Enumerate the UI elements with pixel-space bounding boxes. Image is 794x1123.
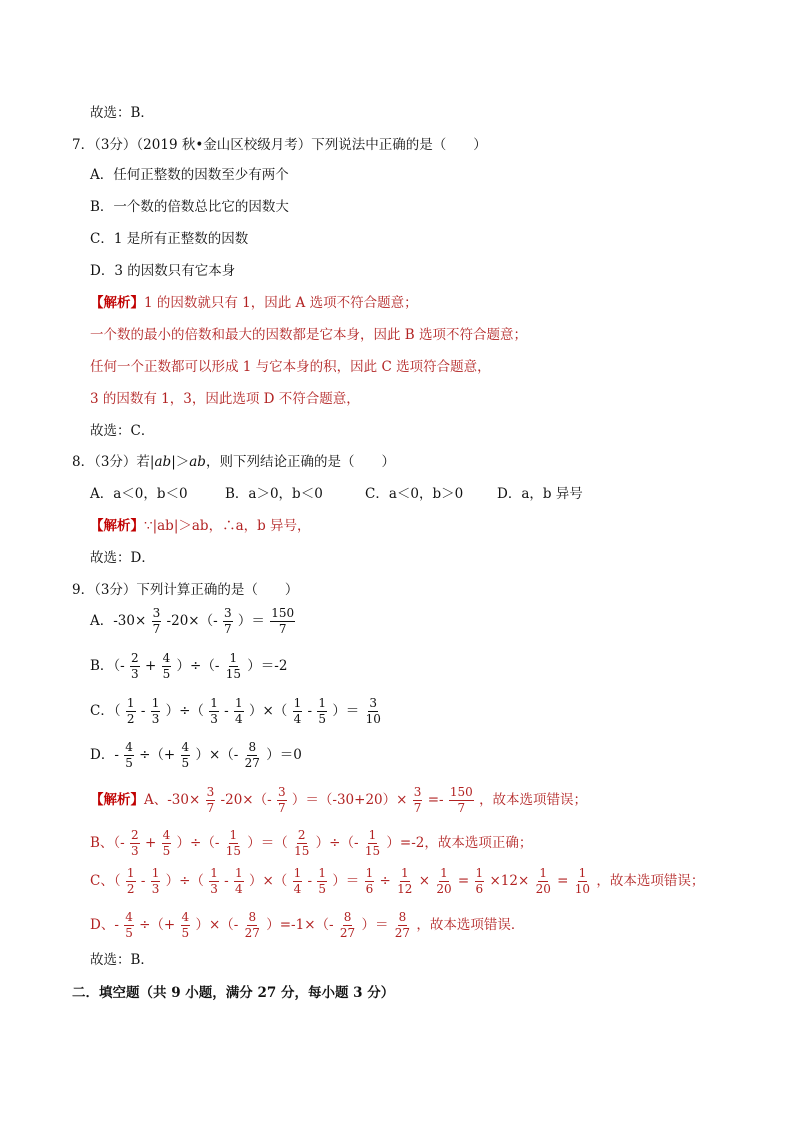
- q9-b-text-4: ）＝-2: [247, 658, 288, 674]
- fraction-1-6: $\frac{1}{6}$: [365, 866, 374, 896]
- q9-ed-text-6: ，故本选项错误．: [416, 917, 525, 933]
- analysis-tag: 【解析】: [90, 518, 144, 534]
- q9-ed-text-4: ）=-1×（-: [266, 917, 334, 933]
- q9-answer: 故选：B．: [90, 952, 154, 968]
- q9-ec-text-8: ÷: [379, 873, 391, 889]
- fraction-1-2: $\frac{1}{2}$: [126, 696, 135, 726]
- q8-analysis-text: ∵|ab|＞ab，∴a，b 异号，: [144, 518, 311, 534]
- fraction-1-3: $\frac{1}{3}$: [151, 866, 160, 896]
- q9-option-d: [90, 740, 302, 771]
- q9-eb-text-6: ）=-2，故本选项正确；: [386, 835, 533, 851]
- q9-ec-text-12: =: [557, 873, 569, 889]
- q9-ec-text-11: ×12×: [489, 873, 530, 889]
- fraction-1-3: $\frac{1}{3}$: [210, 696, 218, 726]
- q9-option-b: [90, 651, 287, 682]
- q9-c-text-6: -: [307, 703, 313, 719]
- fraction-1-6: $\frac{1}{6}$: [475, 866, 484, 896]
- q9-ec-text-5: ）×（: [248, 873, 288, 889]
- q9-ed-text-5: ）＝: [361, 917, 389, 933]
- fraction-1-5: $\frac{1}{5}$: [318, 696, 327, 726]
- fraction-1-12: $\frac{1}{12}$: [397, 866, 413, 896]
- fraction-8-27: $\frac{8}{27}$: [394, 910, 411, 940]
- q9-analysis-a: [90, 785, 587, 816]
- fraction-1-4: $\frac{1}{4}$: [235, 866, 243, 896]
- q9-c-text-5: ）×（: [248, 703, 288, 719]
- q6-answer: 故选：B．: [90, 105, 154, 121]
- fraction-1-4: $\frac{1}{4}$: [293, 866, 302, 896]
- q9-ea-text-2: -20×（-: [220, 792, 272, 808]
- fraction-1-4: $\frac{1}{4}$: [235, 696, 243, 726]
- fraction-2-3: $\frac{2}{3}$: [131, 828, 139, 858]
- fraction-4-5: $\frac{4}{5}$: [162, 828, 171, 858]
- fraction-4-5: $\frac{4}{5}$: [125, 910, 133, 940]
- q8-stem-b: |＞: [171, 454, 190, 470]
- fraction-1-10: $\frac{1}{10}$: [574, 866, 591, 896]
- q9-ea-text-3: ）＝（-30+20）×: [291, 792, 408, 808]
- section-heading: 二．填空题（共 9 小题，满分 27 分，每小题 3 分）: [72, 985, 395, 1001]
- fraction-2-15: $\frac{2}{15}$: [294, 828, 310, 858]
- fraction-8-27: $\frac{8}{27}$: [339, 910, 356, 940]
- q9-d-text-3: ）×（-: [195, 747, 239, 763]
- fraction-3-10: $\frac{3}{10}$: [365, 696, 381, 726]
- analysis-tag: 【解析】: [90, 792, 144, 808]
- fraction-4-5: $\frac{4}{5}$: [125, 740, 133, 770]
- q9-eb-text-2: +: [144, 835, 157, 851]
- fraction-4-5: $\frac{4}{5}$: [162, 651, 171, 681]
- q9-ec-text-1: C、（: [90, 873, 121, 889]
- fraction-1-15: $\frac{1}{15}$: [225, 651, 241, 681]
- q8-stem-a: 8．（3分）若|: [72, 454, 155, 470]
- q9-ec-text-13: ，故本选项错误；: [596, 873, 705, 889]
- fraction-1-20: $\frac{1}{20}$: [535, 866, 551, 896]
- q9-a-text-1: A．-30×: [90, 613, 147, 629]
- fraction-3-7: $\frac{3}{7}$: [413, 785, 422, 815]
- q9-d-text-4: ）＝0: [266, 747, 302, 763]
- q9-ed-text-1: D、-: [90, 917, 119, 933]
- q7-analysis-line-2: 一个数的最小的倍数和最大的因数都是它本身，因此 B 选项不符合题意；: [90, 327, 528, 343]
- fraction-150-7: $\frac{150}{7}$: [449, 785, 473, 815]
- fraction-1-3: $\frac{1}{3}$: [151, 696, 160, 726]
- q9-ec-text-2: -: [140, 873, 146, 889]
- q9-eb-text-4: ）＝（: [247, 835, 288, 851]
- fraction-3-7: $\frac{3}{7}$: [152, 606, 161, 636]
- fraction-1-2: $\frac{1}{2}$: [126, 866, 135, 896]
- fraction-1-4: $\frac{1}{4}$: [293, 696, 302, 726]
- fraction-8-27: $\frac{8}{27}$: [244, 910, 260, 940]
- q9-ea-text-4: =-: [427, 792, 444, 808]
- q9-ec-text-3: ）÷（: [165, 873, 204, 889]
- q9-analysis-d: [90, 910, 524, 941]
- q9-c-text-4: -: [224, 703, 229, 719]
- q9-ec-text-7: ）＝: [332, 873, 360, 889]
- fraction-1-15: $\frac{1}{15}$: [364, 828, 381, 858]
- q9-eb-text-3: ）÷（-: [176, 835, 220, 851]
- q8-stem: [72, 453, 395, 471]
- fraction-1-20: $\frac{1}{20}$: [436, 866, 452, 896]
- q9-ec-text-6: -: [307, 873, 313, 889]
- q9-stem: 9．（3分）下列计算正确的是（ ）: [72, 582, 299, 598]
- q7-answer: 故选：C．: [90, 423, 155, 439]
- q9-option-c: [90, 696, 383, 727]
- q8-var-ab: ab: [154, 454, 172, 470]
- q8-stem-c: ，则下列结论正确的是（ ）: [205, 454, 395, 470]
- q9-d-text-2: ÷（+: [139, 747, 176, 763]
- q9-b-text-3: ）÷（-: [176, 658, 220, 674]
- fraction-3-7: $\frac{3}{7}$: [277, 785, 286, 815]
- q8-var-ab-2: ab: [189, 454, 206, 470]
- analysis-tag: 【解析】: [90, 295, 144, 311]
- q9-c-text-7: ）＝: [332, 703, 360, 719]
- q8-answer: 故选：D．: [90, 550, 155, 566]
- fraction-2-3: $\frac{2}{3}$: [131, 651, 139, 681]
- q7-option-b: B．一个数的倍数总比它的因数大: [90, 199, 289, 215]
- fraction-4-5: $\frac{4}{5}$: [181, 740, 190, 770]
- q8-option-a: A．a＜0，b＜0: [90, 486, 188, 502]
- q9-ea-text-5: ，故本选项错误；: [479, 792, 588, 808]
- q7-option-a: A．任何正整数的因数至少有两个: [90, 167, 289, 183]
- q9-ec-text-10: =: [457, 873, 470, 889]
- q9-c-text-3: ）÷（: [165, 703, 204, 719]
- q9-eb-text-5: ）÷（-: [315, 835, 359, 851]
- q8-option-d: D．a，b 异号: [497, 486, 583, 502]
- q9-ea-text-1: A、-30×: [144, 792, 201, 808]
- fraction-1-5: $\frac{1}{5}$: [318, 866, 327, 896]
- q8-option-b: B．a＞0，b＜0: [225, 486, 323, 502]
- q9-analysis-b: [90, 828, 532, 859]
- fraction-150-7: $\frac{150}{7}$: [271, 606, 295, 636]
- fraction-3-7: $\frac{3}{7}$: [206, 785, 215, 815]
- q8-option-c: C．a＜0，b＞0: [365, 486, 464, 502]
- q7-analysis-text-1: 1 的因数就只有 1，因此 A 选项不符合题意；: [144, 295, 418, 311]
- q9-b-text-1: B．（-: [90, 658, 125, 674]
- q7-analysis-line-1: [90, 294, 418, 312]
- q9-ed-text-2: ÷（+: [139, 917, 176, 933]
- q7-option-d: D．3 的因数只有它本身: [90, 263, 236, 279]
- q7-stem: 7．（3分）（2019 秋•金山区校级月考）下列说法中正确的是（ ）: [72, 137, 487, 153]
- fraction-1-15: $\frac{1}{15}$: [225, 828, 241, 858]
- q9-a-text-2: -20×（-: [166, 613, 218, 629]
- q7-analysis-line-4: 3 的因数有 1，3，因此选项 D 不符合题意，: [90, 391, 360, 407]
- fraction-1-3: $\frac{1}{3}$: [210, 866, 218, 896]
- q7-option-c: C．1 是所有正整数的因数: [90, 231, 249, 247]
- q9-d-text-1: D．-: [90, 747, 119, 763]
- q7-analysis-line-3: 任何一个正数都可以形成 1 与它本身的积，因此 C 选项符合题意，: [90, 359, 491, 375]
- q9-a-text-3: ）＝: [237, 613, 265, 629]
- q9-b-text-2: +: [144, 658, 157, 674]
- fraction-3-7: $\frac{3}{7}$: [223, 606, 232, 636]
- fraction-8-27: $\frac{8}{27}$: [244, 740, 260, 770]
- q8-analysis: [90, 517, 311, 535]
- q9-option-a: [90, 606, 296, 637]
- q9-analysis-c: [90, 866, 704, 897]
- q9-eb-text-1: B、（-: [90, 835, 125, 851]
- fraction-4-5: $\frac{4}{5}$: [181, 910, 190, 940]
- q9-c-text-2: -: [140, 703, 146, 719]
- q9-ec-text-4: -: [224, 873, 229, 889]
- q9-ec-text-9: ×: [418, 873, 431, 889]
- q9-c-text-1: C．（: [90, 703, 121, 719]
- q9-ed-text-3: ）×（-: [195, 917, 239, 933]
